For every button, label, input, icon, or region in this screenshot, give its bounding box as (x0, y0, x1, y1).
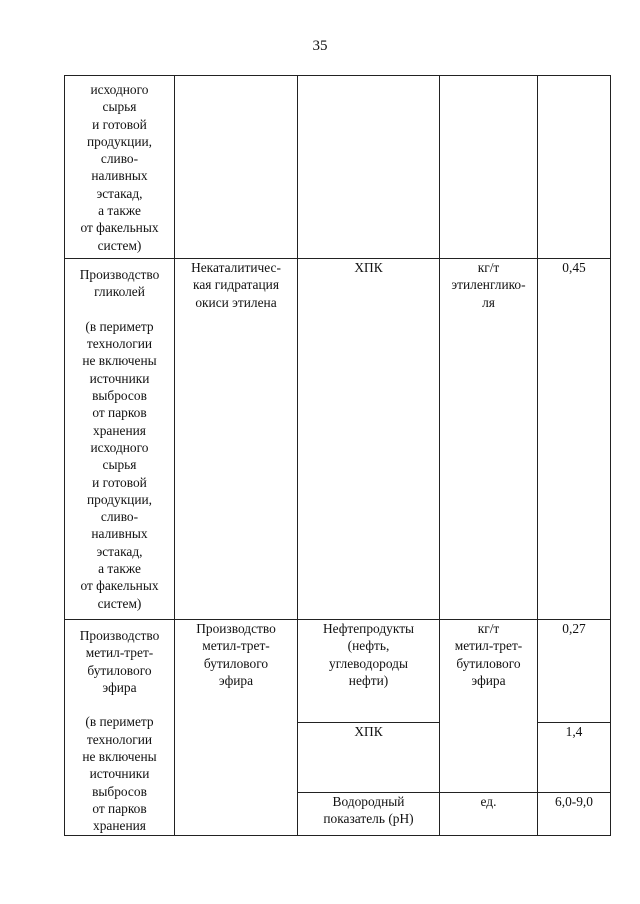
unit-cell-text: ед. (480, 794, 497, 809)
table-row (65, 259, 611, 620)
table-cell (538, 620, 611, 723)
indicator-cell-text: Нефтепродукты (нефть, углеводороды нефти) (322, 621, 415, 688)
table-cell (298, 723, 440, 793)
table-cell (175, 620, 298, 836)
value-cell-text: 0,45 (562, 260, 586, 275)
value-cell-text: 0,27 (562, 621, 586, 636)
table-cell (440, 76, 538, 259)
table-cell (440, 259, 538, 620)
table-cell (65, 259, 175, 620)
indicator-cell-text: ХПК (354, 260, 383, 275)
table-cell (538, 793, 611, 836)
value-cell-text: 6,0-9,0 (555, 794, 593, 809)
table-cell (298, 76, 440, 259)
production-cell-text: исходного сырья и готовой продукции, сливо- наливных эстакад, а также от факельных систем) (80, 82, 159, 253)
production-cell-text: Производство гликолей (в периметр технологии не включены источники выбросов от парков хранения исходного сырья и готовой продукции, сливо- наливных эстакад, а также от факельных систем) (79, 267, 160, 611)
table-row (65, 76, 611, 259)
table-cell (538, 723, 611, 793)
process-cell-text: Некаталитичес- кая гидратация окиси этилена (191, 260, 281, 310)
table-row (65, 620, 611, 723)
table-cell (65, 620, 175, 836)
table-cell (298, 259, 440, 620)
table-cell (440, 793, 538, 836)
table-cell (538, 76, 611, 259)
table-cell (175, 259, 298, 620)
table-cell (440, 620, 538, 793)
table-cell (65, 76, 175, 259)
table-cell (298, 620, 440, 723)
unit-cell-text: кг/т метил-трет- бутилового эфира (454, 621, 523, 688)
table-cell (298, 793, 440, 836)
page-number: 35 (312, 38, 328, 54)
value-cell-text: 1,4 (565, 724, 583, 739)
indicator-cell-text: Водородный показатель (pH) (323, 794, 414, 827)
unit-cell-text: кг/т этиленглико- ля (451, 260, 526, 310)
table-cell (538, 259, 611, 620)
production-cell-text: Производство метил-трет- бутилового эфира (в периметр технологии не включены источники выбросов от парков хранения (79, 628, 160, 834)
standards-table (64, 75, 611, 836)
table-cell (175, 76, 298, 259)
process-cell-text: Производство метил-трет- бутилового эфира (196, 621, 276, 688)
indicator-cell-text: ХПК (354, 724, 383, 739)
